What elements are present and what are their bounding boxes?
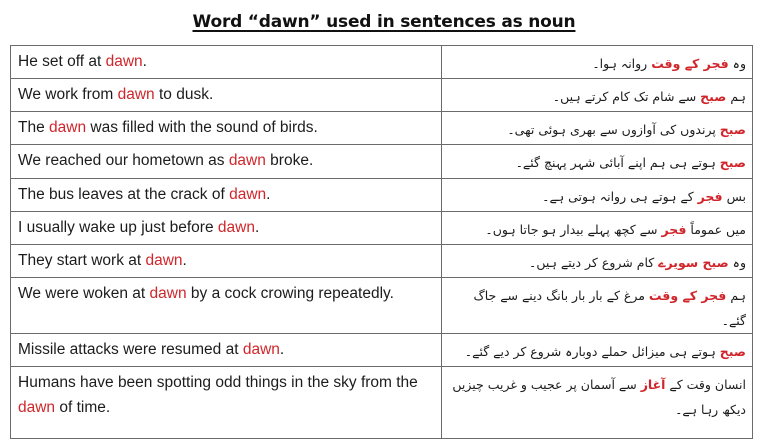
english-sentence-cell xyxy=(11,145,442,179)
sentence-text: We reached our hometown as xyxy=(18,152,229,169)
sentence-table xyxy=(10,45,753,439)
sentence-text: . xyxy=(279,341,285,358)
highlighted-word-dawn: dawn xyxy=(149,285,187,302)
highlighted-word-dawn: dawn xyxy=(228,152,266,169)
english-sentence-cell xyxy=(11,334,442,367)
urdu-translation-cell xyxy=(442,278,753,334)
table-row xyxy=(11,367,753,439)
sentence-text: Missile attacks were resumed at xyxy=(18,341,243,358)
highlighted-word-dawn: dawn xyxy=(145,252,183,269)
sentence-text: وہ xyxy=(728,56,746,71)
english-sentence-cell xyxy=(11,179,442,212)
sentence-text: to dusk. xyxy=(154,86,214,103)
sentence-text: ہوتے ہی میزائل حملے دوبارہ شروع کر دیے گئے۔ xyxy=(464,344,720,359)
sentence-text: پرندوں کی آوازوں سے بھری ہوئی تھی۔ xyxy=(507,122,720,137)
highlighted-urdu-word: صبح xyxy=(719,344,746,359)
urdu-translation-cell xyxy=(442,212,753,245)
urdu-translation-cell xyxy=(442,367,753,439)
table-row xyxy=(11,179,753,212)
sentence-text: The xyxy=(18,119,50,136)
english-sentence-cell xyxy=(11,112,442,145)
table-row xyxy=(11,112,753,145)
sentence-text: سے آسمان پر عجیب و غریب چیزیں دیکھ رہا ہے۔ xyxy=(452,377,746,417)
urdu-translation-cell xyxy=(442,46,753,79)
highlighted-urdu-word: فجر xyxy=(661,222,687,237)
english-sentence-cell xyxy=(11,245,442,278)
sentence-text: We were woken at xyxy=(18,285,150,302)
sentence-table-body xyxy=(11,46,753,439)
sentence-text: انسان وقت کے xyxy=(665,377,746,392)
sentence-text: He set off at xyxy=(18,53,106,70)
highlighted-word-dawn: dawn xyxy=(105,53,143,70)
highlighted-word-dawn: dawn xyxy=(229,186,267,203)
sentence-text: . xyxy=(254,219,260,236)
table-row xyxy=(11,212,753,245)
urdu-translation-cell xyxy=(442,245,753,278)
sentence-text: وہ xyxy=(728,255,746,270)
highlighted-urdu-word: فجر xyxy=(697,189,723,204)
page-title-text: Word “dawn” used in sentences as noun xyxy=(192,12,576,32)
english-sentence-cell xyxy=(11,46,442,79)
table-row xyxy=(11,245,753,278)
highlighted-urdu-word: آغاز xyxy=(640,377,666,392)
sentence-text: They start work at xyxy=(18,252,146,269)
highlighted-word-dawn: dawn xyxy=(242,341,280,358)
sentence-text: . xyxy=(142,53,147,70)
sentence-text: I usually wake up just before xyxy=(18,219,218,236)
table-row xyxy=(11,334,753,367)
highlighted-urdu-word: صبح xyxy=(719,155,746,170)
sentence-text: . xyxy=(182,252,187,269)
table-row xyxy=(11,145,753,179)
table-row xyxy=(11,278,753,334)
highlighted-urdu-word: صبح xyxy=(700,89,727,104)
english-sentence-cell xyxy=(11,79,442,112)
sentence-text: ہم xyxy=(726,288,746,303)
sentence-text: کام شروع کر دیتے ہیں۔ xyxy=(529,255,659,270)
urdu-translation-cell xyxy=(442,145,753,179)
highlighted-word-dawn: dawn xyxy=(49,119,87,136)
sentence-text: was filled with the sound of birds. xyxy=(86,119,318,136)
highlighted-urdu-word: فجر کے وقت xyxy=(651,56,729,71)
sentence-text: روانہ ہوا۔ xyxy=(592,56,652,71)
sentence-text: by a cock crowing repeatedly. xyxy=(186,285,394,302)
page-title xyxy=(0,12,768,32)
sentence-text: Humans have been spotting odd things in the sky from the xyxy=(18,374,418,391)
sentence-text: کے ہوتے ہی روانہ ہوتی ہے۔ xyxy=(542,189,698,204)
highlighted-word-dawn: dawn xyxy=(117,86,155,103)
urdu-translation-cell xyxy=(442,334,753,367)
highlighted-word-dawn: dawn xyxy=(18,399,56,416)
highlighted-urdu-word: صبح سویرے xyxy=(658,255,729,270)
sentence-text: We work from xyxy=(18,86,118,103)
table-row xyxy=(11,79,753,112)
urdu-translation-cell xyxy=(442,112,753,145)
sentence-text: سے کچھ پہلے بیدار ہو جاتا ہوں۔ xyxy=(485,222,662,237)
sentence-text: The bus leaves at the crack of xyxy=(18,186,230,203)
sentence-text: سے شام تک کام کرتے ہیں۔ xyxy=(552,89,701,104)
sentence-text: ہوتے ہی ہم اپنے آبائی شہر پہنچ گئے۔ xyxy=(515,155,720,170)
sentence-text: broke. xyxy=(265,152,314,169)
urdu-translation-cell xyxy=(442,179,753,212)
sentence-text: of time. xyxy=(55,399,111,416)
sentence-text: میں عموماً xyxy=(686,222,746,237)
highlighted-word-dawn: dawn xyxy=(217,219,255,236)
sentence-text: . xyxy=(266,186,271,203)
english-sentence-cell xyxy=(11,367,442,439)
urdu-translation-cell xyxy=(442,79,753,112)
sentence-text: ہم xyxy=(726,89,746,104)
english-sentence-cell xyxy=(11,212,442,245)
highlighted-urdu-word: فجر کے وقت xyxy=(648,288,727,303)
highlighted-urdu-word: صبح xyxy=(719,122,746,137)
table-row xyxy=(11,46,753,79)
english-sentence-cell xyxy=(11,278,442,334)
sentence-text: بس xyxy=(722,189,746,204)
sentence-text: مرغ کے بار بار بانگ دینے سے جاگ گئے۔ xyxy=(473,288,746,328)
